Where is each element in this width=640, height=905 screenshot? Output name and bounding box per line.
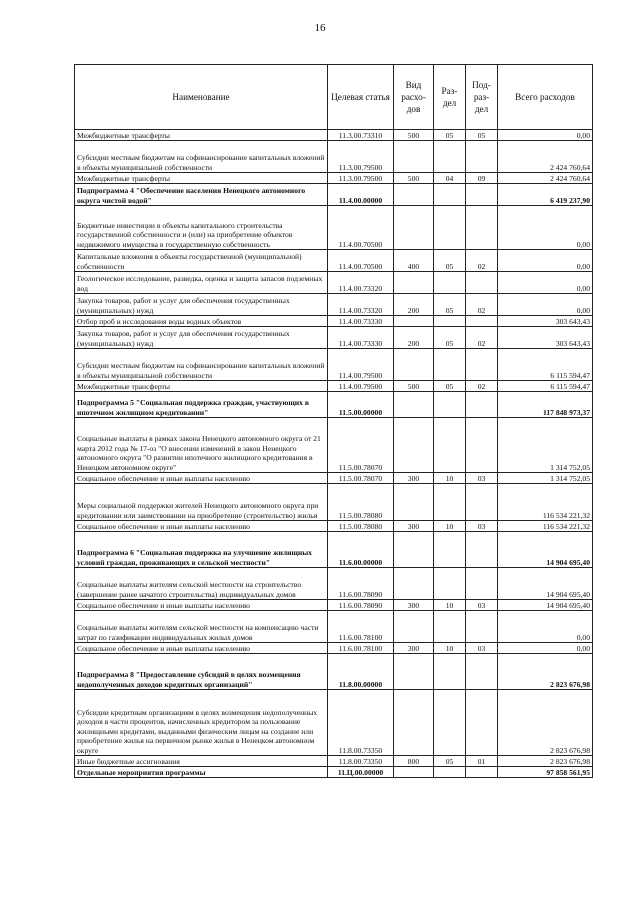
row-subsection: [466, 272, 498, 294]
row-target-article: 11.4.00.70500: [328, 250, 394, 272]
table-row: [75, 272, 593, 294]
row-total: 2 823 676,98: [498, 654, 593, 690]
row-name: Социальные выплаты в рамках закона Ненецкого автономного округа от 21 марта 2012 года № 17-оз "О внесении изменений в закон Ненецкого автономного округа "О развитии ипотечного жилищного кредитования в Ненецком автономном округе": [75, 418, 328, 473]
row-section: [434, 654, 466, 690]
row-subsection: 09: [466, 173, 498, 184]
row-section: 10: [434, 643, 466, 654]
row-total: 303 643,43: [498, 316, 593, 327]
row-target-article: 11.5.00.78070: [328, 473, 394, 484]
row-target-article: 11.8.00.73350: [328, 690, 394, 756]
row-total: 0,00: [498, 272, 593, 294]
row-expense-type: 400: [394, 250, 434, 272]
table-row: [75, 141, 593, 173]
row-subsection: 03: [466, 473, 498, 484]
table-row: [75, 381, 593, 392]
row-target-article: 11.5.00.78070: [328, 418, 394, 473]
row-total: 2 424 760,64: [498, 173, 593, 184]
row-expense-type: 500: [394, 130, 434, 141]
row-expense-type: [394, 184, 434, 206]
table-row: [75, 532, 593, 568]
table-row: [75, 611, 593, 643]
row-expense-type: [394, 484, 434, 521]
row-expense-type: 500: [394, 173, 434, 184]
table-row: [75, 756, 593, 767]
row-section: 05: [434, 294, 466, 316]
row-total: 116 534 221,32: [498, 521, 593, 532]
row-name: Закупка товаров, работ и услуг для обеспечения государственных (муниципальных) нужд: [75, 327, 328, 349]
table-row: [75, 600, 593, 611]
row-expense-type: 200: [394, 327, 434, 349]
table-row: [75, 184, 593, 206]
header-subsection: Под-раз-дел: [466, 65, 498, 130]
row-target-article: 11.5.00.00000: [328, 392, 394, 418]
row-expense-type: 800: [394, 756, 434, 767]
table-row: [75, 473, 593, 484]
header-name: Наименование: [75, 65, 328, 130]
table-row: [75, 316, 593, 327]
row-target-article: 11.4.00.73320: [328, 272, 394, 294]
row-target-article: 11.Ц.00.00000: [328, 767, 394, 778]
page-number: 16: [314, 22, 326, 34]
row-section: 05: [434, 250, 466, 272]
header-expense-type: Вид расхо-дов: [394, 65, 434, 130]
row-section: [434, 418, 466, 473]
table-row: [75, 767, 593, 778]
header-target-article: Целевая статья: [328, 65, 394, 130]
row-subsection: 01: [466, 756, 498, 767]
table-row: [75, 690, 593, 756]
row-total: 0,00: [498, 611, 593, 643]
row-total: 2 424 760,64: [498, 141, 593, 173]
row-name: Капитальные вложения в объекты государственной (муниципальной) собственности: [75, 250, 328, 272]
row-expense-type: [394, 349, 434, 381]
row-subsection: [466, 767, 498, 778]
row-total: 0,00: [498, 643, 593, 654]
row-target-article: 11.4.00.73320: [328, 294, 394, 316]
table-row: [75, 643, 593, 654]
row-subsection: 02: [466, 294, 498, 316]
row-total: 0,00: [498, 206, 593, 250]
row-expense-type: 300: [394, 600, 434, 611]
row-name: Межбюджетные трансферты: [75, 381, 328, 392]
row-total: 0,00: [498, 294, 593, 316]
row-section: 05: [434, 756, 466, 767]
row-name: Подпрограмма 4 "Обеспечение населения Ненецкого автономного округа чистой водой": [75, 184, 328, 206]
row-name: Меры социальной поддержки жителей Ненецкого автономного округа при кредитовании или заимствовании на приобретение (строительство) жилья: [75, 484, 328, 521]
row-expense-type: [394, 654, 434, 690]
row-target-article: 11.6.00.78090: [328, 600, 394, 611]
row-subsection: [466, 654, 498, 690]
table-row: [75, 250, 593, 272]
table-row: [75, 418, 593, 473]
row-subsection: 03: [466, 600, 498, 611]
row-target-article: 11.8.00.00000: [328, 654, 394, 690]
row-total: 14 904 695,40: [498, 600, 593, 611]
row-subsection: [466, 568, 498, 600]
row-section: [434, 611, 466, 643]
row-expense-type: 300: [394, 521, 434, 532]
row-subsection: [466, 184, 498, 206]
row-target-article: 11.4.00.73330: [328, 327, 394, 349]
table-row: [75, 349, 593, 381]
row-total: 97 858 561,95: [498, 767, 593, 778]
row-subsection: [466, 690, 498, 756]
row-target-article: 11.3.00.79500: [328, 141, 394, 173]
budget-table: [74, 64, 593, 778]
row-expense-type: [394, 690, 434, 756]
row-subsection: 05: [466, 130, 498, 141]
row-subsection: [466, 532, 498, 568]
row-section: 10: [434, 600, 466, 611]
row-target-article: 11.6.00.78090: [328, 568, 394, 600]
table-body: [75, 130, 593, 778]
row-expense-type: 500: [394, 381, 434, 392]
row-name: Субсидии местным бюджетам на софинансирование капитальных вложений в объекты муниципальной собственности: [75, 141, 328, 173]
row-total: 116 534 221,32: [498, 484, 593, 521]
row-subsection: [466, 316, 498, 327]
row-total: 303 643,43: [498, 327, 593, 349]
row-section: 10: [434, 473, 466, 484]
row-section: [434, 316, 466, 327]
row-section: [434, 392, 466, 418]
row-subsection: [466, 206, 498, 250]
row-subsection: [466, 484, 498, 521]
row-section: [434, 767, 466, 778]
row-name: Социальное обеспечение и иные выплаты населению: [75, 643, 328, 654]
table-row: [75, 392, 593, 418]
row-name: Подпрограмма 8 "Предоставление субсидий в целях возмещения недополученных доходов кредитных организаций": [75, 654, 328, 690]
row-expense-type: [394, 392, 434, 418]
header-section: Раз-дел: [434, 65, 466, 130]
row-section: [434, 349, 466, 381]
row-name: Закупка товаров, работ и услуг для обеспечения государственных (муниципальных) нужд: [75, 294, 328, 316]
row-total: 117 848 973,37: [498, 392, 593, 418]
row-total: 2 823 676,98: [498, 690, 593, 756]
table-row: [75, 327, 593, 349]
row-target-article: 11.3.00.79500: [328, 173, 394, 184]
row-section: 10: [434, 521, 466, 532]
row-expense-type: [394, 272, 434, 294]
row-subsection: [466, 418, 498, 473]
table-row: [75, 568, 593, 600]
row-target-article: 11.4.00.70500: [328, 206, 394, 250]
row-expense-type: 300: [394, 643, 434, 654]
row-name: Геологическое исследование, разведка, оценка и защита запасов подземных вод: [75, 272, 328, 294]
row-total: 6 115 594,47: [498, 349, 593, 381]
row-name: Субсидии кредитным организациям в целях возмещения недополученных доходов в части процентов, начисленных кредитором за пользование жилищными кредитами, выданными физическим лицам на создание или приобретение жилья на первичном рынке жилья в Ненецком автономном округе: [75, 690, 328, 756]
row-expense-type: [394, 532, 434, 568]
row-section: [434, 272, 466, 294]
row-total: 2 823 676,98: [498, 756, 593, 767]
table-row: [75, 206, 593, 250]
row-section: [434, 484, 466, 521]
row-expense-type: [394, 611, 434, 643]
row-name: Социальные выплаты жителям сельской местности на строительство (завершение ранее начатого строительства) индивидуальных домов: [75, 568, 328, 600]
row-expense-type: [394, 141, 434, 173]
row-name: Субсидии местным бюджетам на софинансирование капитальных вложений в объекты муниципальной собственности: [75, 349, 328, 381]
row-expense-type: 300: [394, 473, 434, 484]
row-section: 05: [434, 381, 466, 392]
table-row: [75, 130, 593, 141]
table-header-row: [75, 65, 593, 130]
row-section: [434, 206, 466, 250]
row-name: Социальное обеспечение и иные выплаты населению: [75, 521, 328, 532]
table-row: [75, 521, 593, 532]
row-section: 04: [434, 173, 466, 184]
row-subsection: 02: [466, 327, 498, 349]
row-target-article: 11.6.00.00000: [328, 532, 394, 568]
header-total-expenses: Всего расходов: [498, 65, 593, 130]
row-expense-type: 200: [394, 294, 434, 316]
row-target-article: 11.3.00.73310: [328, 130, 394, 141]
table-row: [75, 294, 593, 316]
row-target-article: 11.6.00.78100: [328, 643, 394, 654]
row-target-article: 11.6.00.78100: [328, 611, 394, 643]
row-total: 1 314 752,05: [498, 473, 593, 484]
row-section: [434, 532, 466, 568]
row-name: Бюджетные инвестиции в объекты капитального строительства государственной собственности и (или) на приобретение объектов недвижимого имущества в государственную собственность: [75, 206, 328, 250]
row-total: 1 314 752,05: [498, 418, 593, 473]
row-target-article: 11.5.00.78080: [328, 521, 394, 532]
row-name: Отбор проб и исследования воды водных объектов: [75, 316, 328, 327]
row-target-article: 11.4.00.79500: [328, 381, 394, 392]
row-subsection: [466, 141, 498, 173]
row-name: Межбюджетные трансферты: [75, 173, 328, 184]
row-target-article: 11.4.00.79500: [328, 349, 394, 381]
row-name: Иные бюджетные ассигнования: [75, 756, 328, 767]
row-name: Социальное обеспечение и иные выплаты населению: [75, 600, 328, 611]
row-name: Отдельные мероприятия программы: [75, 767, 328, 778]
row-expense-type: [394, 316, 434, 327]
row-subsection: 03: [466, 521, 498, 532]
row-subsection: [466, 349, 498, 381]
table-row: [75, 173, 593, 184]
table-row: [75, 654, 593, 690]
row-section: [434, 690, 466, 756]
row-subsection: 03: [466, 643, 498, 654]
row-section: 05: [434, 130, 466, 141]
row-name: Социальные выплаты жителям сельской местности на компенсацию части затрат по газификации индивидуальных жилых домов: [75, 611, 328, 643]
row-subsection: 02: [466, 250, 498, 272]
row-total: 14 904 695,40: [498, 568, 593, 600]
row-expense-type: [394, 206, 434, 250]
row-section: [434, 184, 466, 206]
row-section: [434, 141, 466, 173]
row-subsection: [466, 392, 498, 418]
row-section: [434, 568, 466, 600]
row-total: 0,00: [498, 250, 593, 272]
row-target-article: 11.4.00.00000: [328, 184, 394, 206]
row-name: Подпрограмма 6 "Социальная поддержка на улучшение жилищных условий граждан, проживающих в сельской местности": [75, 532, 328, 568]
row-name: Социальное обеспечение и иные выплаты населению: [75, 473, 328, 484]
table-row: [75, 484, 593, 521]
row-total: 6 115 594,47: [498, 381, 593, 392]
row-total: 14 904 695,40: [498, 532, 593, 568]
row-subsection: [466, 611, 498, 643]
row-total: 0,00: [498, 130, 593, 141]
row-expense-type: [394, 767, 434, 778]
row-total: 6 419 237,90: [498, 184, 593, 206]
row-target-article: 11.8.00.73350: [328, 756, 394, 767]
row-expense-type: [394, 568, 434, 600]
row-section: 05: [434, 327, 466, 349]
row-name: Подпрограмма 5 "Социальная поддержка граждан, участвующих в ипотечном жилищном кредитовании": [75, 392, 328, 418]
row-expense-type: [394, 418, 434, 473]
row-target-article: 11.5.00.78080: [328, 484, 394, 521]
row-subsection: 02: [466, 381, 498, 392]
row-target-article: 11.4.00.73330: [328, 316, 394, 327]
row-name: Межбюджетные трансферты: [75, 130, 328, 141]
